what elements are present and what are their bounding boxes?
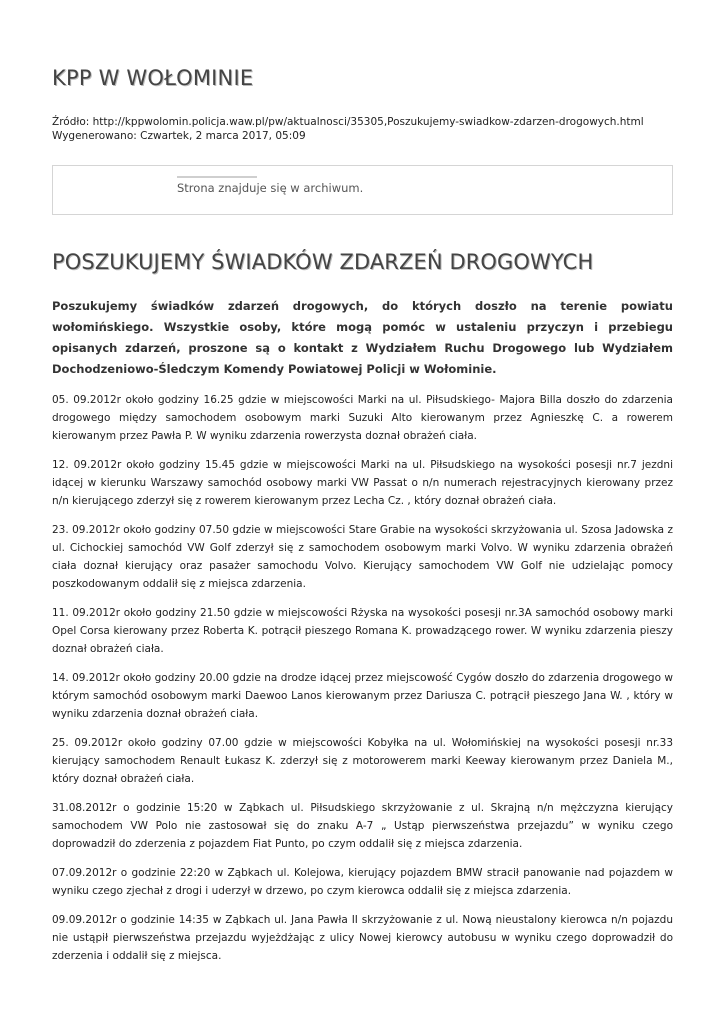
site-title: KPP W WOŁOMINIE: [52, 66, 254, 90]
article-paragraph: 14. 09.2012r około godziny 20.00 gdzie na drodze idącej przez miejscowość Cygów doszło do zdarzenia drogowego w którym samochód osobowym marki Daewoo Lanos kierowanym przez Dariusza C. potrącił pieszego Jana W. , który w wyniku zdarzenia doznał obrażeń ciała.: [52, 672, 673, 720]
archive-notice-divider: [177, 176, 257, 178]
archive-notice-text: Strona znajduje się w archiwum.: [177, 181, 364, 195]
source-url-line: Źródło: http://kppwolomin.policja.waw.pl/pw/aktualnosci/35305,Poszukujemy-swiadkow-zdarzen-drogowych.html: [52, 116, 644, 128]
article-lead: Poszukujemy świadków zdarzeń drogowych, do których doszło na terenie powiatu wołomińskiego. Wszystkie osoby, które mogą pomóc w ustaleniu przyczyn i przebiegu opisanych zdarzeń, proszone są o kontakt z Wydziałem Ruchu Drogowego lub Wydziałem Dochodzeniowo-Śledczym Komendy Powiatowej Policji w Wołominie.: [52, 299, 673, 376]
article-paragraph: 05. 09.2012r około godziny 16.25 gdzie w miejscowości Marki na ul. Piłsudskiego- Majora Billa doszło do zdarzenia drogowego między samochodem osobowym marki Suzuki Alto kierowanym przez Agnieszkę C. a rowerem kierowanym przez Pawła P. W wyniku zdarzenia rowerzysta doznał obrażeń ciała.: [52, 394, 673, 442]
article-paragraph: 07.09.2012r o godzinie 22:20 w Ząbkach ul. Kolejowa, kierujący pojazdem BMW stracił panowanie nad pojazdem w wyniku czego zjechał z drogi i uderzył w drzewo, po czym kierowca oddalił się z miejsca zdarzenia.: [52, 867, 673, 897]
article-paragraph: 31.08.2012r o godzinie 15:20 w Ząbkach ul. Piłsudskiego skrzyżowanie z ul. Skrajną n/n mężczyzna kierujący samochodem VW Polo nie zastosował się do znaku A-7 „ Ustąp pierwszeństwa przejazdu” w wyniku czego doprowadził do zderzenia z pojazdem Fiat Punto, po czym oddalił się z miejsca zdarzenia.: [52, 802, 673, 850]
archive-notice-box: [52, 165, 673, 215]
article-paragraph: 25. 09.2012r około godziny 07.00 gdzie w miejscowości Kobyłka na ul. Wołomińskiej na wysokości posesji nr.33 kierujący samochodem Renault Łukasz K. zderzył się z motorowerem marki Keeway kierowanym przez Daniela M., który doznał obrażeń ciała.: [52, 737, 673, 785]
article-paragraph: 09.09.2012r o godzinie 14:35 w Ząbkach ul. Jana Pawła II skrzyżowanie z ul. Nową nieustalony kierowca n/n pojazdu nie ustąpił pierwszeństwa przejazdu wyjeżdżając z ulicy Nowej kierowcy autobusu w wyniku czego doprowadził do zderzenia i oddalił się z miejsca.: [52, 914, 673, 962]
article-paragraph: 12. 09.2012r około godziny 15.45 gdzie w miejscowości Marki na ul. Piłsudskiego na wysokości posesji nr.7 jezdni idącej w kierunku Warszawy samochód osobowy marki VW Passat o n/n numerach rejestracyjnych kierowany przez n/n kierującego zderzył się z rowerem kierowanym przez Lecha Cz. , który doznał obrażeń ciała.: [52, 459, 673, 507]
article-title: POSZUKUJEMY ŚWIADKÓW ZDARZEŃ DROGOWYCH: [52, 250, 594, 274]
article-paragraph: 11. 09.2012r około godziny 21.50 gdzie w miejscowości Rżyska na wysokości posesji nr.3A samochód osobowy marki Opel Corsa kierowany przez Roberta K. potrącił pieszego Romana K. prowadzącego rower. W wyniku zdarzenia pieszy doznał obrażeń ciała.: [52, 607, 673, 655]
article-body: [52, 391, 673, 976]
document-meta: [52, 115, 677, 143]
generated-date-line: Wygenerowano: Czwartek, 2 marca 2017, 05:09: [52, 130, 306, 142]
article-paragraph: 23. 09.2012r około godziny 07.50 gdzie w miejscowości Stare Grabie na wysokości skrzyżowania ul. Szosa Jadowska z ul. Cichockiej samochód VW Golf zderzył się z samochodem osobowym marki Volvo. W wyniku zdarzenia obrażeń ciała doznał kierujący oraz pasażer samochodu Volvo. Kierujący samochodem VW Golf nie udzielając pomocy poszkodowanym oddalił się z miejsca zdarzenia.: [52, 524, 673, 590]
